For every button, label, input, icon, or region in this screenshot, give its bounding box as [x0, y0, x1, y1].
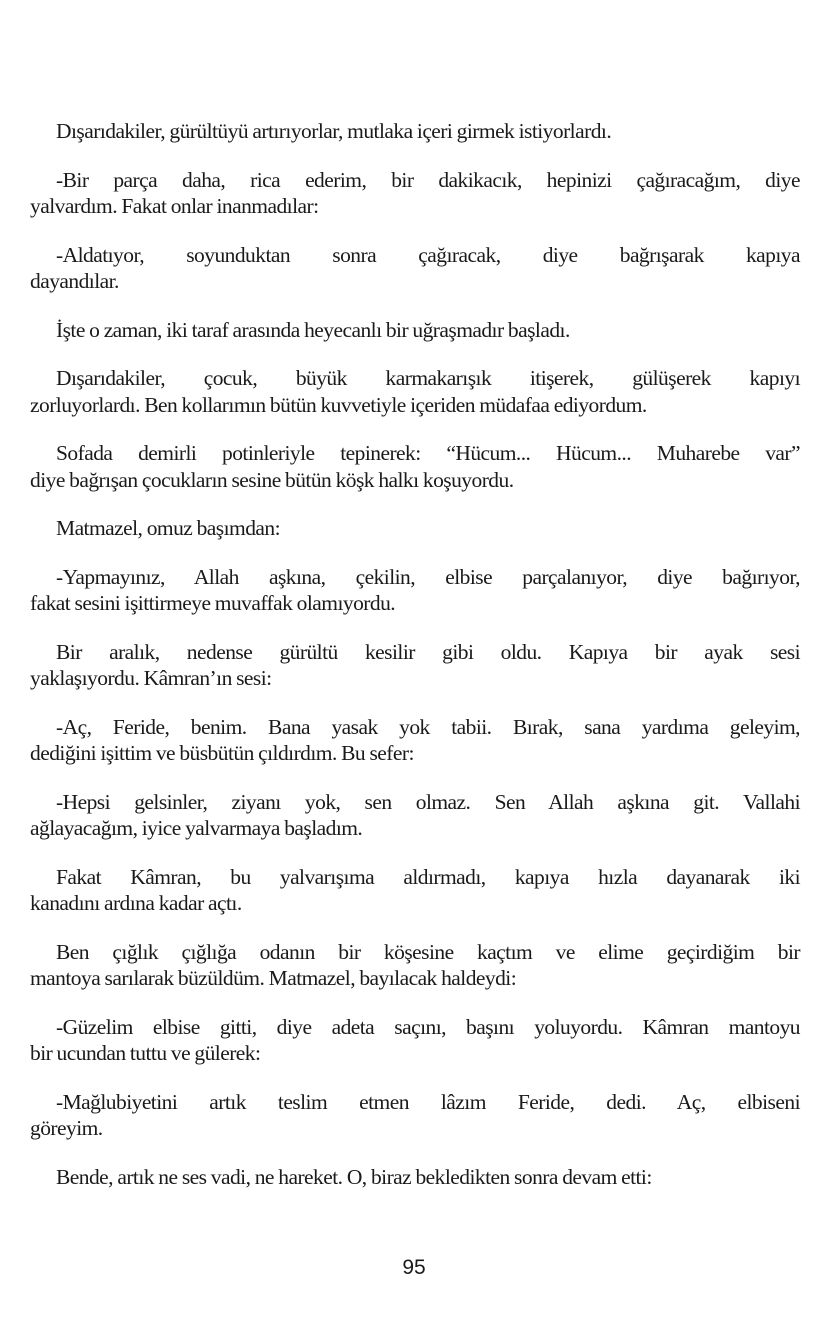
text-line: dediğini işittim ve büsbütün çıldırdım. Bu sefer: [30, 741, 414, 765]
text-line: Fakat Kâmran, bu yalvarışıma aldırmadı, kapıya hızla dayanarak iki [56, 864, 800, 889]
text-line: Bir aralık, nedense gürültü kesilir gibi oldu. Kapıya bir ayak sesi [56, 639, 800, 664]
text-line: ağlayacağım, iyice yalvarmaya başladım. [30, 816, 363, 840]
text-line: bir ucundan tuttu ve gülerek: [30, 1041, 261, 1065]
text-line: yaklaşıyordu. Kâmran’ın sesi: [30, 666, 272, 690]
paragraph-8 [30, 564, 800, 617]
text-line: göreyim. [30, 1116, 103, 1140]
text-line: -Aldatıyor, soyunduktan sonra çağıracak, diye bağrışarak kapıya [56, 242, 800, 267]
page-number: 95 [402, 1256, 426, 1279]
paragraph-11 [30, 789, 800, 842]
text-line: dayandılar. [30, 269, 119, 293]
paragraph-16 [30, 1164, 800, 1191]
text-line: -Bir parça daha, rica ederim, bir dakikacık, hepinizi çağıracağım, diye [56, 167, 800, 192]
text-line: zorluyorlardı. Ben kollarımın bütün kuvvetiyle içeriden müdafaa ediyordum. [30, 392, 647, 417]
paragraph-12 [30, 864, 800, 917]
text-line: kanadını ardına kadar açtı. [30, 891, 242, 915]
paragraph-15 [30, 1089, 800, 1142]
paragraph-3 [30, 242, 800, 295]
paragraph-14 [30, 1014, 800, 1067]
text-line: -Güzelim elbise gitti, diye adeta saçını, başını yoluyordu. Kâmran mantoyu [56, 1014, 800, 1039]
paragraph-6 [30, 440, 800, 493]
text-line: -Aç, Feride, benim. Bana yasak yok tabii. Bırak, sana yardıma geleyim, [56, 714, 800, 739]
paragraph-5 [30, 365, 800, 418]
paragraph-1 [30, 118, 800, 145]
paragraph-13 [30, 939, 800, 992]
paragraph-4 [30, 317, 800, 344]
text-line: Sofada demirli potinleriyle tepinerek: “Hücum... Hücum... Muharebe var” [56, 441, 800, 465]
text-line: Ben çığlık çığlığa odanın bir köşesine kaçtım ve elime geçirdiğim bir [56, 939, 800, 964]
paragraph-2 [30, 167, 800, 220]
text-line: fakat sesini işittirmeye muvaffak olamıyordu. [30, 591, 396, 615]
page-body [30, 118, 800, 1212]
text-line: İşte o zaman, iki taraf arasında heyecanlı bir uğraşmadır başladı. [56, 317, 570, 342]
paragraph-10 [30, 714, 800, 767]
text-line: yalvardım. Fakat onlar inanmadılar: [30, 194, 319, 218]
text-line: Dışarıdakiler, çocuk, büyük karmakarışık itişerek, gülüşerek kapıyı [56, 366, 800, 390]
text-line: Bende, artık ne ses vadi, ne hareket. O, biraz bekledikten sonra devam etti: [56, 1164, 652, 1189]
paragraph-7 [30, 515, 800, 542]
text-line: diye bağrışan çocukların sesine bütün köşk halkı koşuyordu. [30, 467, 514, 492]
paragraph-9 [30, 639, 800, 692]
text-line: -Yapmayınız, Allah aşkına, çekilin, elbise parçalanıyor, diye bağırıyor, [56, 564, 800, 589]
text-line: -Hepsi gelsinler, ziyanı yok, sen olmaz. Sen Allah aşkına git. Vallahi [56, 789, 800, 814]
text-line: Dışarıdakiler, gürültüyü artırıyorlar, mutlaka içeri girmek istiyorlardı. [56, 119, 612, 143]
text-line: mantoya sarılarak büzüldüm. Matmazel, bayılacak haldeydi: [30, 966, 517, 990]
text-line: Matmazel, omuz başımdan: [56, 516, 281, 540]
text-line: -Mağlubiyetini artık teslim etmen lâzım Feride, dedi. Aç, elbiseni [56, 1089, 800, 1114]
